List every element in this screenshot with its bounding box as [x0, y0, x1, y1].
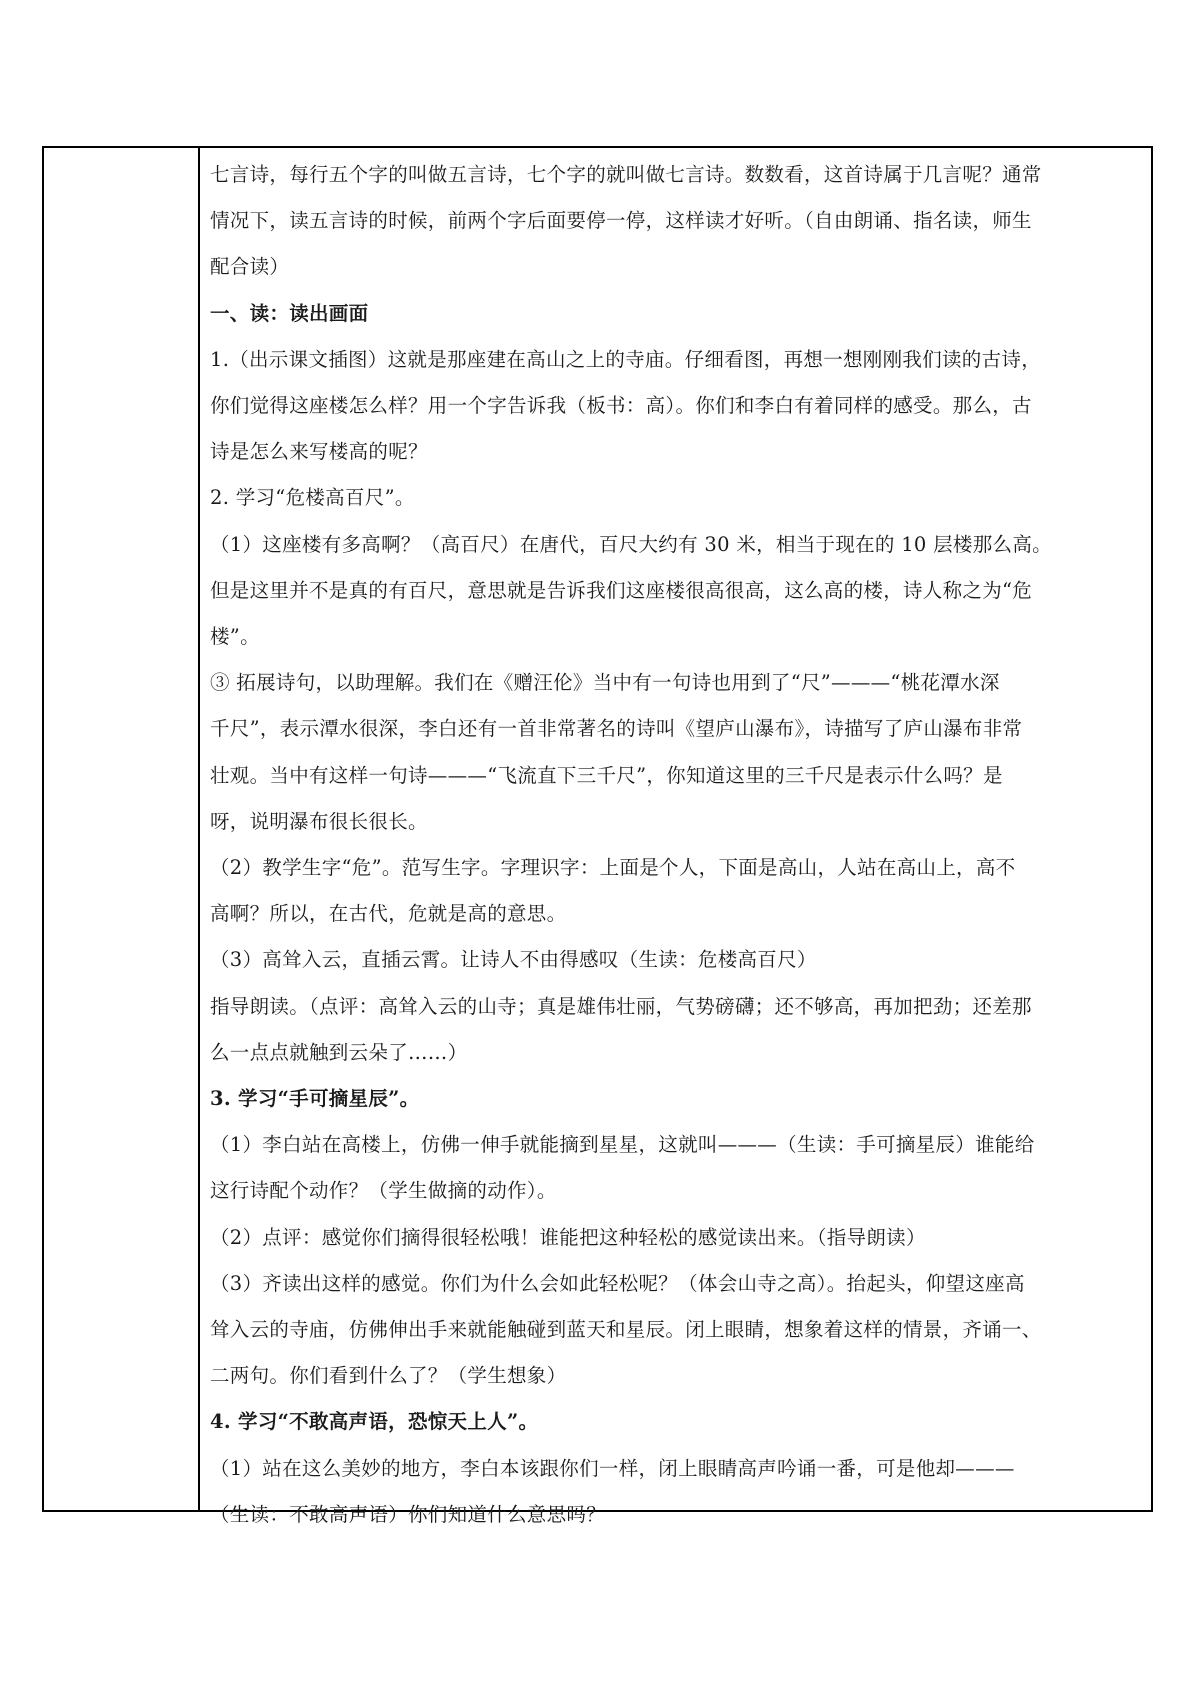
text-line: （2）教学生字“危”。范写生字。字理识字：上面是个人，下面是高山，人站在高山上，高不 [210, 856, 1016, 880]
text-line: （生读：不敢高声语）你们知道什么意思吗？ [210, 1502, 607, 1526]
text-line: 二两句。你们看到什么了？（学生想象） [210, 1364, 567, 1388]
paragraph [210, 1122, 1140, 1214]
paragraph [210, 337, 1140, 476]
paragraph [210, 1215, 1140, 1261]
text-line: ③ 拓展诗句，以助理解。我们在《赠汪伦》当中有一句诗也用到了“尺”———“桃花潭水深 [210, 671, 1000, 695]
section-heading [210, 1399, 1140, 1445]
text-line: （3）高耸入云，直插云霄。让诗人不由得感叹（生读：危楼高百尺） [210, 948, 817, 972]
text-line: （3）齐读出这样的感觉。你们为什么会如此轻松呢？（体会山寺之高）。抬起头，仰望这座高 [210, 1271, 1025, 1295]
text-line: 壮观。当中有这样一句诗———“飞流直下三千尺”，你知道这里的三千尺是表示什么吗？是 [210, 763, 1003, 787]
text-line: 指导朗读。（点评：高耸入云的山寺；真是雄伟壮丽，气势磅礴；还不够高，再加把劲；还差那 [210, 994, 1032, 1018]
text-line: 3. 学习“手可摘星辰”。 [210, 1087, 420, 1111]
text-line: （1）站在这么美妙的地方，李白本该跟你们一样，闭上眼睛高声吟诵一番，可是他却——— [210, 1456, 1015, 1480]
paragraph [210, 984, 1140, 1076]
paragraph [210, 522, 1140, 661]
text-line: 高啊？所以，在古代，危就是高的意思。 [210, 902, 567, 926]
paragraph [210, 1261, 1140, 1400]
text-line: （2）点评：感觉你们摘得很轻松哦！谁能把这种轻松的感觉读出来。（指导朗读） [210, 1225, 926, 1249]
paragraph [210, 152, 1140, 291]
text-line: 楼”。 [210, 625, 260, 649]
lesson-content [210, 152, 1140, 1538]
paragraph [210, 937, 1140, 983]
paragraph [210, 1446, 1140, 1538]
text-line: （1）这座楼有多高啊？（高百尺）在唐代，百尺大约有 30 米，相当于现在的 10 层楼那么高。 [210, 532, 1052, 556]
section-heading [210, 291, 1140, 337]
paragraph [210, 475, 1140, 521]
paragraph [210, 660, 1140, 845]
text-line: 配合读） [210, 255, 290, 279]
text-line: 你们觉得这座楼怎么样？用一个字告诉我（板书：高）。你们和李白有着同样的感受。那么，古 [210, 394, 1032, 418]
text-line: 一、读：读出画面 [210, 301, 369, 325]
text-line: 呀，说明瀑布很长很长。 [210, 809, 428, 833]
text-line: 但是这里并不是真的有百尺，意思就是告诉我们这座楼很高很高，这么高的楼，诗人称之为“危 [210, 578, 1033, 602]
text-line: 么一点点就触到云朵了……） [210, 1040, 468, 1064]
text-line: 4. 学习“不敢高声语，恐惊天上人”。 [210, 1410, 539, 1434]
text-line: 千尺”，表示潭水很深，李白还有一首非常著名的诗叫《望庐山瀑布》，诗描写了庐山瀑布非常 [210, 717, 1023, 741]
text-line: （1）李白站在高楼上，仿佛一伸手就能摘到星星，这就叫———（生读：手可摘星辰）谁能给 [210, 1133, 1035, 1157]
text-line: 耸入云的寺庙，仿佛伸出手来就能触碰到蓝天和星辰。闭上眼睛，想象着这样的情景，齐诵一、 [210, 1318, 1042, 1342]
text-line: 七言诗，每行五个字的叫做五言诗，七个字的就叫做七言诗。数数看，这首诗属于几言呢？通常 [210, 163, 1042, 186]
text-line: 2. 学习“危楼高百尺”。 [210, 486, 415, 510]
table-left-cell [44, 148, 200, 1510]
lesson-table [42, 146, 1153, 1526]
text-line: 情况下，读五言诗的时候，前两个字后面要停一停，这样读才好听。（自由朗诵、指名读，师生 [210, 209, 1032, 233]
text-line: 这行诗配个动作？（学生做摘的动作）。 [210, 1179, 557, 1203]
section-heading [210, 1076, 1140, 1122]
text-line: 1.（出示课文插图）这就是那座建在高山之上的寺庙。仔细看图，再想一想刚刚我们读的古诗， [210, 347, 1042, 371]
text-line: 诗是怎么来写楼高的呢？ [210, 440, 428, 464]
paragraph [210, 845, 1140, 937]
